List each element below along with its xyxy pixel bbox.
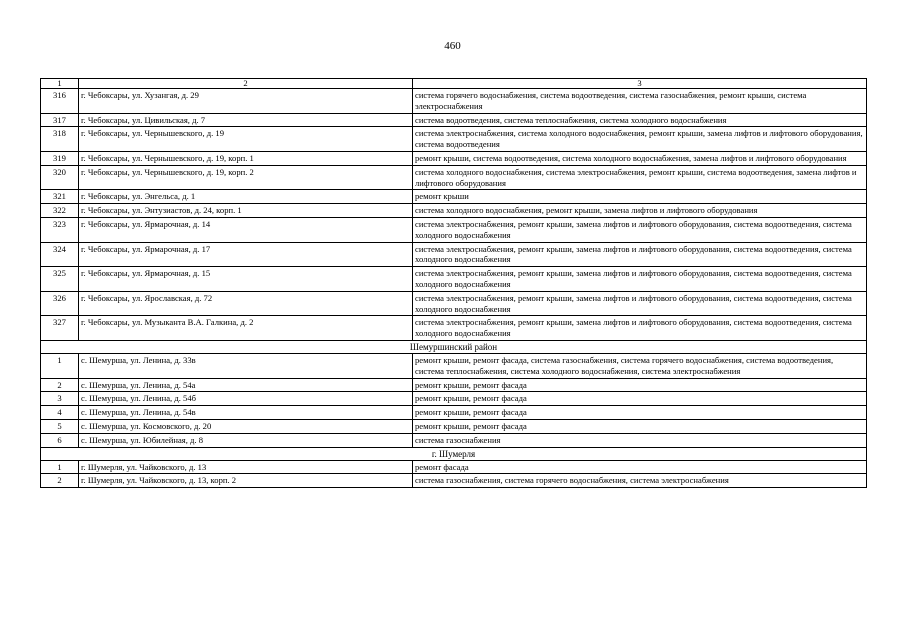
row-works: ремонт крыши, ремонт фасада xyxy=(413,419,867,433)
table-row xyxy=(41,392,867,406)
table-row xyxy=(41,89,867,114)
table-row xyxy=(41,127,867,152)
row-address: г. Чебоксары, ул. Энгельса, д. 1 xyxy=(79,190,413,204)
table-row xyxy=(41,217,867,242)
table-row xyxy=(41,433,867,447)
table-row xyxy=(41,419,867,433)
row-number: 6 xyxy=(41,433,79,447)
row-number: 322 xyxy=(41,204,79,218)
row-address: с. Шемурша, ул. Юбилейная, д. 8 xyxy=(79,433,413,447)
row-address: с. Шемурша, ул. Ленина, д. 33в xyxy=(79,353,413,378)
section-title: г. Шумерля xyxy=(41,447,867,460)
section-row xyxy=(41,340,867,353)
section-title: Шемуршинский район xyxy=(41,340,867,353)
table-row xyxy=(41,165,867,190)
row-works: ремонт крыши, ремонт фасада xyxy=(413,378,867,392)
row-number: 1 xyxy=(41,460,79,474)
table-row xyxy=(41,353,867,378)
row-address: г. Чебоксары, ул. Ярославская, д. 72 xyxy=(79,291,413,316)
row-number: 317 xyxy=(41,113,79,127)
row-address: с. Шемурша, ул. Ленина, д. 54а xyxy=(79,378,413,392)
row-number: 327 xyxy=(41,316,79,341)
row-number: 321 xyxy=(41,190,79,204)
table-row xyxy=(41,267,867,292)
table-row xyxy=(41,474,867,488)
row-number: 2 xyxy=(41,378,79,392)
header-col-3: 3 xyxy=(413,79,867,89)
table-row xyxy=(41,316,867,341)
table-row xyxy=(41,291,867,316)
row-address: г. Чебоксары, ул. Цивильская, д. 7 xyxy=(79,113,413,127)
row-number: 319 xyxy=(41,151,79,165)
row-address: с. Шемурша, ул. Ленина, д. 54в xyxy=(79,406,413,420)
table-row xyxy=(41,190,867,204)
row-number: 316 xyxy=(41,89,79,114)
row-number: 325 xyxy=(41,267,79,292)
row-number: 1 xyxy=(41,353,79,378)
table-row xyxy=(41,378,867,392)
table-row xyxy=(41,242,867,267)
row-number: 4 xyxy=(41,406,79,420)
row-works: система холодного водоснабжения, система электроснабжения, ремонт крыши, система водоотведения, замена лифтов и лифтового оборудования xyxy=(413,165,867,190)
row-works: система электроснабжения, ремонт крыши, замена лифтов и лифтового оборудования, система водоотведения, система холодного водоснабжения xyxy=(413,217,867,242)
row-address: г. Чебоксары, ул. Музыканта В.А. Галкина, д. 2 xyxy=(79,316,413,341)
row-address: г. Чебоксары, ул. Ярмарочная, д. 14 xyxy=(79,217,413,242)
row-works: ремонт крыши xyxy=(413,190,867,204)
row-works: система электроснабжения, ремонт крыши, замена лифтов и лифтового оборудования, система водоотведения, система холодного водоснабжения xyxy=(413,267,867,292)
row-works: система электроснабжения, система холодного водоснабжения, ремонт крыши, замена лифтов и лифтового оборудования, система водоотведения xyxy=(413,127,867,152)
table-row xyxy=(41,113,867,127)
table-body xyxy=(41,89,867,488)
row-works: ремонт фасада xyxy=(413,460,867,474)
row-address: с. Шемурша, ул. Космовского, д. 20 xyxy=(79,419,413,433)
row-number: 2 xyxy=(41,474,79,488)
header-row xyxy=(41,79,867,89)
row-address: с. Шемурша, ул. Ленина, д. 54б xyxy=(79,392,413,406)
row-works: ремонт крыши, ремонт фасада xyxy=(413,392,867,406)
table-row xyxy=(41,460,867,474)
row-works: система газоснабжения xyxy=(413,433,867,447)
row-works: ремонт крыши, система водоотведения, система холодного водоснабжения, замена лифтов и лифтового оборудования xyxy=(413,151,867,165)
works-table xyxy=(40,78,867,488)
row-number: 320 xyxy=(41,165,79,190)
row-address: г. Чебоксары, ул. Чернышевского, д. 19, корп. 2 xyxy=(79,165,413,190)
row-works: система газоснабжения, система горячего водоснабжения, система электроснабжения xyxy=(413,474,867,488)
row-address: г. Чебоксары, ул. Чернышевского, д. 19, корп. 1 xyxy=(79,151,413,165)
row-address: г. Шумерля, ул. Чайковского, д. 13, корп. 2 xyxy=(79,474,413,488)
row-works: ремонт крыши, ремонт фасада xyxy=(413,406,867,420)
row-number: 5 xyxy=(41,419,79,433)
header-col-2: 2 xyxy=(79,79,413,89)
table-row xyxy=(41,406,867,420)
section-row xyxy=(41,447,867,460)
row-address: г. Чебоксары, ул. Ярмарочная, д. 15 xyxy=(79,267,413,292)
table-row xyxy=(41,204,867,218)
row-address: г. Шумерля, ул. Чайковского, д. 13 xyxy=(79,460,413,474)
row-works: ремонт крыши, ремонт фасада, система газоснабжения, система горячего водоснабжения, система водоотведения, система теплоснабжения, система холодного водоснабжения, система электроснабжения xyxy=(413,353,867,378)
row-works: система электроснабжения, ремонт крыши, замена лифтов и лифтового оборудования, система водоотведения, система холодного водоснабжения xyxy=(413,316,867,341)
table-row xyxy=(41,151,867,165)
row-works: система электроснабжения, ремонт крыши, замена лифтов и лифтового оборудования, система водоотведения, система холодного водоснабжения xyxy=(413,291,867,316)
row-works: система горячего водоснабжения, система водоотведения, система газоснабжения, ремонт крыши, система электроснабжения xyxy=(413,89,867,114)
row-address: г. Чебоксары, ул. Хузангая, д. 29 xyxy=(79,89,413,114)
row-address: г. Чебоксары, ул. Ярмарочная, д. 17 xyxy=(79,242,413,267)
row-number: 3 xyxy=(41,392,79,406)
row-works: система водоотведения, система теплоснабжения, система холодного водоснабжения xyxy=(413,113,867,127)
header-col-1: 1 xyxy=(41,79,79,89)
row-address: г. Чебоксары, ул. Энтузиастов, д. 24, корп. 1 xyxy=(79,204,413,218)
row-address: г. Чебоксары, ул. Чернышевского, д. 19 xyxy=(79,127,413,152)
row-number: 324 xyxy=(41,242,79,267)
row-number: 326 xyxy=(41,291,79,316)
row-works: система холодного водоснабжения, ремонт крыши, замена лифтов и лифтового оборудования xyxy=(413,204,867,218)
row-number: 323 xyxy=(41,217,79,242)
page-number: 460 xyxy=(444,40,461,52)
row-works: система электроснабжения, ремонт крыши, замена лифтов и лифтового оборудования, система водоотведения, система холодного водоснабжения xyxy=(413,242,867,267)
row-number: 318 xyxy=(41,127,79,152)
